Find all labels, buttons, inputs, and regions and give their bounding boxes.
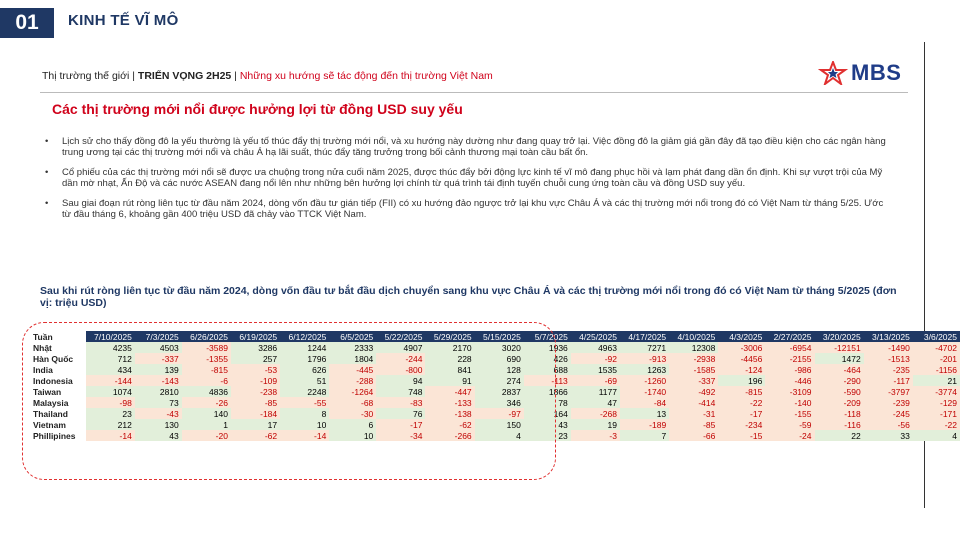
logo-text: MBS (851, 60, 902, 85)
table-cell: -30 (329, 408, 376, 419)
column-header: 6/19/2025 (231, 331, 280, 342)
table-cell: -590 (815, 386, 864, 397)
column-header: 6/26/2025 (182, 331, 231, 342)
table-cell: -238 (231, 386, 280, 397)
table-cell: -3 (571, 430, 620, 441)
column-header: 4/25/2025 (571, 331, 620, 342)
mb-star-icon (818, 61, 848, 85)
table-cell: -815 (718, 386, 765, 397)
table-cell: -445 (329, 364, 376, 375)
table-cell: 4235 (86, 342, 135, 353)
table-cell: -3006 (718, 342, 765, 353)
table-cell: -815 (182, 364, 231, 375)
table-cell: -245 (864, 408, 913, 419)
column-header: 4/10/2025 (669, 331, 718, 342)
table-cell: 4963 (571, 342, 620, 353)
table-cell: -414 (669, 397, 718, 408)
table-cell: 1177 (571, 386, 620, 397)
table-cell: 1796 (280, 353, 329, 364)
table-cell: -138 (425, 408, 474, 419)
table-cell: -55 (280, 397, 329, 408)
table-cell: -800 (376, 364, 425, 375)
table-cell: -1156 (913, 364, 960, 375)
row-label: Taiwan (30, 386, 86, 397)
bullet-item: • Cổ phiếu của các thị trường mới nổi sẽ được ưa chuộng trong nửa cuối năm 2025, được thúc đẩy bởi động lực kinh tế vĩ mô đang phục hồi và lạm phát đang dần ổn định. Khi sự vượt trội của Mỹ dần mờ nhạt, Ấn Độ và các nước ASEAN đang nổi lên như những bên hưởng lợi chính từ quá trình tái định tuyến chuỗi cung ứng toàn cầu và đồng USD suy yếu. (45, 167, 883, 189)
table-cell: 6 (329, 419, 376, 430)
table-cell: 1074 (86, 386, 135, 397)
table-cell: 10 (280, 419, 329, 430)
table-cell: 21 (913, 375, 960, 386)
table-cell: -3797 (864, 386, 913, 397)
table-cell: 2333 (329, 342, 376, 353)
table-cell: -129 (913, 397, 960, 408)
table-cell: -268 (571, 408, 620, 419)
table-cell: -59 (765, 419, 814, 430)
row-label: Hàn Quốc (30, 353, 86, 364)
table-cell: -1355 (182, 353, 231, 364)
table-cell: 688 (524, 364, 571, 375)
table-cell: 73 (135, 397, 182, 408)
table-cell: -15 (718, 430, 765, 441)
table-cell: 3286 (231, 342, 280, 353)
table-cell: 4 (913, 430, 960, 441)
row-label: India (30, 364, 86, 375)
bullet-item: • Sau giai đoạn rút ròng liên tục từ đầu năm 2024, dòng vốn đầu tư gián tiếp (FII) có xu hướng đảo ngược trở lại khu vực Châu Á và các thị trường mới nổi trong đó có Việt Nam từ tháng 5/25. Ước từ đầu tháng 6, khoảng gần 400 triệu USD đã chảy vào TTCK Việt Nam. (45, 198, 884, 220)
table-cell: 748 (376, 386, 425, 397)
table-cell: 13 (620, 408, 669, 419)
table-cell: 1263 (620, 364, 669, 375)
table-cell: 841 (425, 364, 474, 375)
table-cell: 1535 (571, 364, 620, 375)
table-corner: Tuần (30, 331, 86, 342)
table-cell: 10 (329, 430, 376, 441)
row-label: Nhật (30, 342, 86, 353)
table-cell: -140 (765, 397, 814, 408)
table-cell: 47 (571, 397, 620, 408)
table-cell: 228 (425, 353, 474, 364)
column-header: 7/3/2025 (135, 331, 182, 342)
table-cell: 274 (475, 375, 524, 386)
table-cell: -337 (669, 375, 718, 386)
table-cell: 1 (182, 419, 231, 430)
table-cell: 212 (86, 419, 135, 430)
table-cell: 2810 (135, 386, 182, 397)
column-header: 3/13/2025 (864, 331, 913, 342)
row-label: Indonesia (30, 375, 86, 386)
table-cell: -171 (913, 408, 960, 419)
table-cell: -3109 (765, 386, 814, 397)
table-cell: -1585 (669, 364, 718, 375)
table-cell: -184 (231, 408, 280, 419)
table-cell: -3774 (913, 386, 960, 397)
table-cell: 23 (524, 430, 571, 441)
table-cell: -22 (718, 397, 765, 408)
table-cell: -22 (913, 419, 960, 430)
table-cell: 22 (815, 430, 864, 441)
table-cell: -118 (815, 408, 864, 419)
table-cell: -69 (571, 375, 620, 386)
column-header: 3/20/2025 (815, 331, 864, 342)
table-cell: -144 (86, 375, 135, 386)
table-cell: 7 (620, 430, 669, 441)
table-cell: -6954 (765, 342, 814, 353)
table-cell: -986 (765, 364, 814, 375)
table-cell: -56 (864, 419, 913, 430)
table-cell: -337 (135, 353, 182, 364)
bullet-list (45, 136, 887, 229)
table-cell: 7271 (620, 342, 669, 353)
table-cell: -62 (231, 430, 280, 441)
table-title: Sau khi rút ròng liên tục từ đầu năm 2024, dòng vốn đầu tư bắt đầu dịch chuyển sang khu vực Châu Á và các thị trường mới nổi trong đó có Việt Nam từ tháng 5/2025 (đơn vị: triệu USD) (40, 285, 897, 309)
bullet-item: • Lịch sử cho thấy đồng đô la yếu thường là yếu tố thúc đẩy thị trường mới nổi, và xu hướng này dường như đang quay trở lại. Việc đồng đô la giảm giá gần đây đã tạo điều kiện cho các ngân hàng trung ương tại các thị trường mới nổi và châu Á hạ lãi suất, thúc đẩy tăng trưởng trong bối cảnh thương mại toàn cầu bất ổn. (45, 136, 886, 158)
table-cell: 1866 (524, 386, 571, 397)
table-cell: -17 (376, 419, 425, 430)
table-cell: 23 (86, 408, 135, 419)
table-cell: -1260 (620, 375, 669, 386)
table-cell: 91 (425, 375, 474, 386)
column-header: 3/6/2025 (913, 331, 960, 342)
table-cell: -6 (182, 375, 231, 386)
table-cell: -14 (280, 430, 329, 441)
table-cell: -66 (669, 430, 718, 441)
table-cell: 76 (376, 408, 425, 419)
table-cell: -290 (815, 375, 864, 386)
table-cell: -109 (231, 375, 280, 386)
table-cell: -34 (376, 430, 425, 441)
table-cell: -83 (376, 397, 425, 408)
table-cell: 150 (475, 419, 524, 430)
table-cell: -116 (815, 419, 864, 430)
row-label: Phillipines (30, 430, 86, 441)
table-cell: -266 (425, 430, 474, 441)
table-cell: -288 (329, 375, 376, 386)
column-header: 2/27/2025 (765, 331, 814, 342)
column-header: 5/29/2025 (425, 331, 474, 342)
table-cell: -4456 (718, 353, 765, 364)
table-cell: 434 (86, 364, 135, 375)
table-cell: -464 (815, 364, 864, 375)
page-subtitle: Các thị trường mới nổi được hưởng lợi từ đồng USD suy yếu (52, 101, 463, 117)
table-cell: 2170 (425, 342, 474, 353)
column-header: 5/15/2025 (475, 331, 524, 342)
table-cell: 17 (231, 419, 280, 430)
row-label: Vietnam (30, 419, 86, 430)
table-cell: -68 (329, 397, 376, 408)
table-cell: -235 (864, 364, 913, 375)
table-cell: -447 (425, 386, 474, 397)
table-cell: -913 (620, 353, 669, 364)
table-cell: -201 (913, 353, 960, 364)
section-title: KINH TẾ VĨ MÔ (68, 12, 179, 29)
table-cell: -43 (135, 408, 182, 419)
table-cell: 8 (280, 408, 329, 419)
column-header: 4/17/2025 (620, 331, 669, 342)
table-cell: 426 (524, 353, 571, 364)
column-header: 7/10/2025 (86, 331, 135, 342)
breadcrumb (42, 70, 493, 82)
table-cell: 196 (718, 375, 765, 386)
table-cell: -84 (620, 397, 669, 408)
table-cell: 139 (135, 364, 182, 375)
table-cell: -26 (182, 397, 231, 408)
table-cell: 19 (571, 419, 620, 430)
table-cell: -2938 (669, 353, 718, 364)
table-cell: 12308 (669, 342, 718, 353)
table-cell: -17 (718, 408, 765, 419)
row-label: Malaysia (30, 397, 86, 408)
table-cell: -4702 (913, 342, 960, 353)
table-cell: -20 (182, 430, 231, 441)
breadcrumb-prefix: Thị trường thế giới | (42, 70, 138, 82)
highlight-box (22, 322, 556, 480)
table-cell: 128 (475, 364, 524, 375)
column-header: 5/7/2025 (524, 331, 571, 342)
table-cell: -234 (718, 419, 765, 430)
table-cell: 78 (524, 397, 571, 408)
table-cell: 140 (182, 408, 231, 419)
table-cell: -244 (376, 353, 425, 364)
table-cell: -3589 (182, 342, 231, 353)
table-cell: -31 (669, 408, 718, 419)
column-header: 4/3/2025 (718, 331, 765, 342)
table-cell: -446 (765, 375, 814, 386)
table-cell: 690 (475, 353, 524, 364)
table-cell: -85 (231, 397, 280, 408)
table-cell: -1264 (329, 386, 376, 397)
table-cell: -189 (620, 419, 669, 430)
column-header: 6/12/2025 (280, 331, 329, 342)
table-cell: 164 (524, 408, 571, 419)
table-cell: -97 (475, 408, 524, 419)
column-header: 6/5/2025 (329, 331, 376, 342)
mbs-logo (818, 60, 901, 86)
table-cell: -85 (669, 419, 718, 430)
table-cell: 130 (135, 419, 182, 430)
table-cell: -133 (425, 397, 474, 408)
table-cell: 626 (280, 364, 329, 375)
table-cell: 4836 (182, 386, 231, 397)
table-cell: -143 (135, 375, 182, 386)
table-cell: 4907 (376, 342, 425, 353)
table-cell: -98 (86, 397, 135, 408)
table-cell: -492 (669, 386, 718, 397)
table-cell: 94 (376, 375, 425, 386)
table-cell: -209 (815, 397, 864, 408)
table-cell: -12151 (815, 342, 864, 353)
table-cell: 2837 (475, 386, 524, 397)
table-cell: -14 (86, 430, 135, 441)
table-cell: 4 (475, 430, 524, 441)
table-cell: -155 (765, 408, 814, 419)
table-cell: 712 (86, 353, 135, 364)
table-cell: 1244 (280, 342, 329, 353)
table-cell: 3020 (475, 342, 524, 353)
table-cell: 4503 (135, 342, 182, 353)
row-label: Thailand (30, 408, 86, 419)
breadcrumb-sep: | (231, 70, 240, 82)
table-cell: 1804 (329, 353, 376, 364)
table-cell: 1936 (524, 342, 571, 353)
table-cell: -1740 (620, 386, 669, 397)
table-cell: -1513 (864, 353, 913, 364)
table-cell: 43 (135, 430, 182, 441)
breadcrumb-highlight: Những xu hướng sẽ tác động đến thị trường Việt Nam (239, 70, 493, 82)
table-cell: 33 (864, 430, 913, 441)
table-cell: -124 (718, 364, 765, 375)
table-cell: -113 (524, 375, 571, 386)
table-cell: 346 (475, 397, 524, 408)
table-cell: -53 (231, 364, 280, 375)
table-cell: -1490 (864, 342, 913, 353)
table-cell: 257 (231, 353, 280, 364)
table-cell: -117 (864, 375, 913, 386)
column-header: 5/22/2025 (376, 331, 425, 342)
table-cell: -92 (571, 353, 620, 364)
table-cell: -239 (864, 397, 913, 408)
header-rule (40, 92, 908, 93)
breadcrumb-bold: TRIỂN VỌNG 2H25 (137, 70, 232, 82)
table-cell: -62 (425, 419, 474, 430)
table-cell: 2248 (280, 386, 329, 397)
table-cell: 51 (280, 375, 329, 386)
table-cell: 1472 (815, 353, 864, 364)
table-cell: -2155 (765, 353, 814, 364)
table-cell: 43 (524, 419, 571, 430)
table-cell: -24 (765, 430, 814, 441)
section-number: 01 (0, 8, 54, 38)
